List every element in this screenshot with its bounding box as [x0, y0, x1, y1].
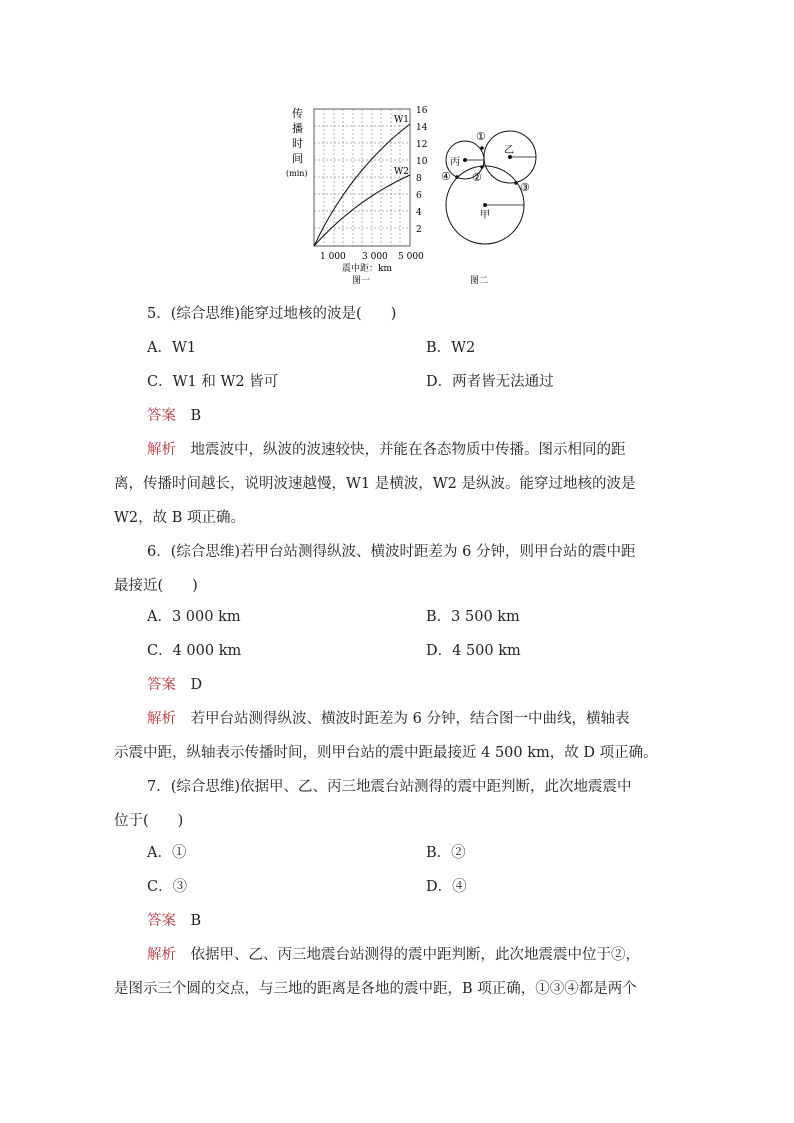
q6-stem-line-2: 最接近( )	[114, 578, 198, 594]
q5-stem: 5．(综合思维)能穿过地核的波是( )	[147, 306, 397, 322]
q5-option-c: C．W1 和 W2 皆可	[147, 374, 279, 390]
station-label-jia: 甲	[480, 210, 490, 221]
y-tick-label: 16	[416, 106, 428, 116]
answer-label: 答案	[147, 913, 176, 929]
answer-value: B	[190, 913, 202, 929]
y-tick-label: 8	[416, 174, 422, 184]
curve-w2-label: W2	[394, 167, 409, 177]
q7-option-a: A．①	[147, 845, 187, 861]
figure-1-caption: 图一	[352, 276, 371, 286]
y-tick-label: 2	[416, 225, 422, 235]
figure-2-caption: 图二	[470, 276, 489, 286]
q5-option-a: A．W1	[147, 340, 197, 356]
station-label-yi: 乙	[504, 145, 514, 156]
analysis-text: 依据甲、乙、丙三地震台站测得的震中距判断，此次地震震中位于②，	[190, 947, 640, 963]
y-axis-label-char: 播	[292, 122, 303, 135]
y-ticks	[416, 106, 428, 235]
q7-option-d: D．④	[426, 879, 467, 895]
figure-2-circles-diagram	[438, 120, 548, 290]
q7-analysis-line-1	[147, 945, 640, 965]
q6-analysis-line-2: 示震中距，纵轴表示传播时间，则甲台站的震中距最接近 4 500 km，故 D 项正确。	[114, 745, 658, 761]
y-axis-unit: (min)	[286, 169, 308, 178]
analysis-text: 若甲台站测得纵波、横波时距差为 6 分钟，结合图一中曲线，横轴表	[190, 711, 630, 727]
q7-option-c: C．③	[147, 879, 188, 895]
analysis-label: 解析	[147, 442, 176, 458]
q5-option-b: B．W2	[426, 340, 476, 356]
q7-answer	[147, 911, 201, 931]
y-tick-label: 12	[416, 140, 428, 150]
grid	[314, 109, 410, 246]
curve-w1-label: W1	[394, 115, 409, 125]
q7-analysis-line-2: 是图示三个圆的交点，与三地的距离是各地的震中距，B 项正确，①③④都是两个	[114, 981, 637, 997]
point-label-2: ②	[472, 171, 482, 184]
answer-value: B	[190, 408, 202, 424]
point-label-3: ③	[520, 181, 530, 194]
analysis-text: 地震波中，纵波的波速较快，并能在各态物质中传播。图示相同的距	[190, 442, 626, 458]
q5-option-d: D．两者皆无法通过	[426, 374, 554, 390]
y-tick-label: 14	[416, 123, 428, 133]
q5-analysis-line-1	[147, 440, 626, 460]
x-axis-label: 震中距：km	[342, 264, 392, 274]
q6-answer	[147, 675, 202, 695]
q5-analysis-line-3: W2，故 B 项正确。	[114, 510, 246, 526]
q5-answer	[147, 406, 201, 426]
x-tick-label: 1 000	[320, 252, 346, 262]
x-tick-label: 5 000	[398, 252, 424, 262]
q5-analysis-line-2: 离，传播时间越长，说明波速越慢，W1 是横波，W2 是纵波。能穿过地核的波是	[114, 476, 636, 492]
q6-analysis-line-1	[147, 709, 629, 729]
y-axis-label-char: 时	[292, 137, 303, 150]
station-label-bing: 丙	[450, 157, 460, 168]
q6-option-a: A．3 000 km	[147, 609, 241, 625]
analysis-label: 解析	[147, 947, 176, 963]
point-label-4: ④	[441, 170, 451, 183]
q7-option-b: B．②	[426, 845, 466, 861]
point-label-1: ①	[476, 130, 486, 143]
q6-stem-line-1: 6．(综合思维)若甲台站测得纵波、横波时距差为 6 分钟，则甲台站的震中距	[147, 544, 636, 560]
x-tick-label: 3 000	[362, 252, 388, 262]
q7-stem-line-2: 位于( )	[114, 813, 184, 829]
q6-option-c: C．4 000 km	[147, 643, 242, 659]
analysis-label: 解析	[147, 711, 176, 727]
y-tick-label: 10	[416, 157, 428, 167]
y-axis-label-char: 传	[292, 107, 303, 120]
q6-option-d: D．4 500 km	[426, 643, 521, 659]
y-tick-label: 4	[416, 208, 422, 218]
q7-stem-line-1: 7．(综合思维)依据甲、乙、丙三地震台站测得的震中距判断，此次地震震中	[147, 779, 632, 795]
figure-1-travel-time-chart	[280, 100, 440, 290]
answer-label: 答案	[147, 408, 176, 424]
q6-option-b: B．3 500 km	[426, 609, 520, 625]
answer-label: 答案	[147, 677, 176, 693]
y-tick-label: 6	[416, 191, 422, 201]
answer-value: D	[190, 677, 203, 693]
y-axis-label-char: 间	[292, 152, 303, 165]
